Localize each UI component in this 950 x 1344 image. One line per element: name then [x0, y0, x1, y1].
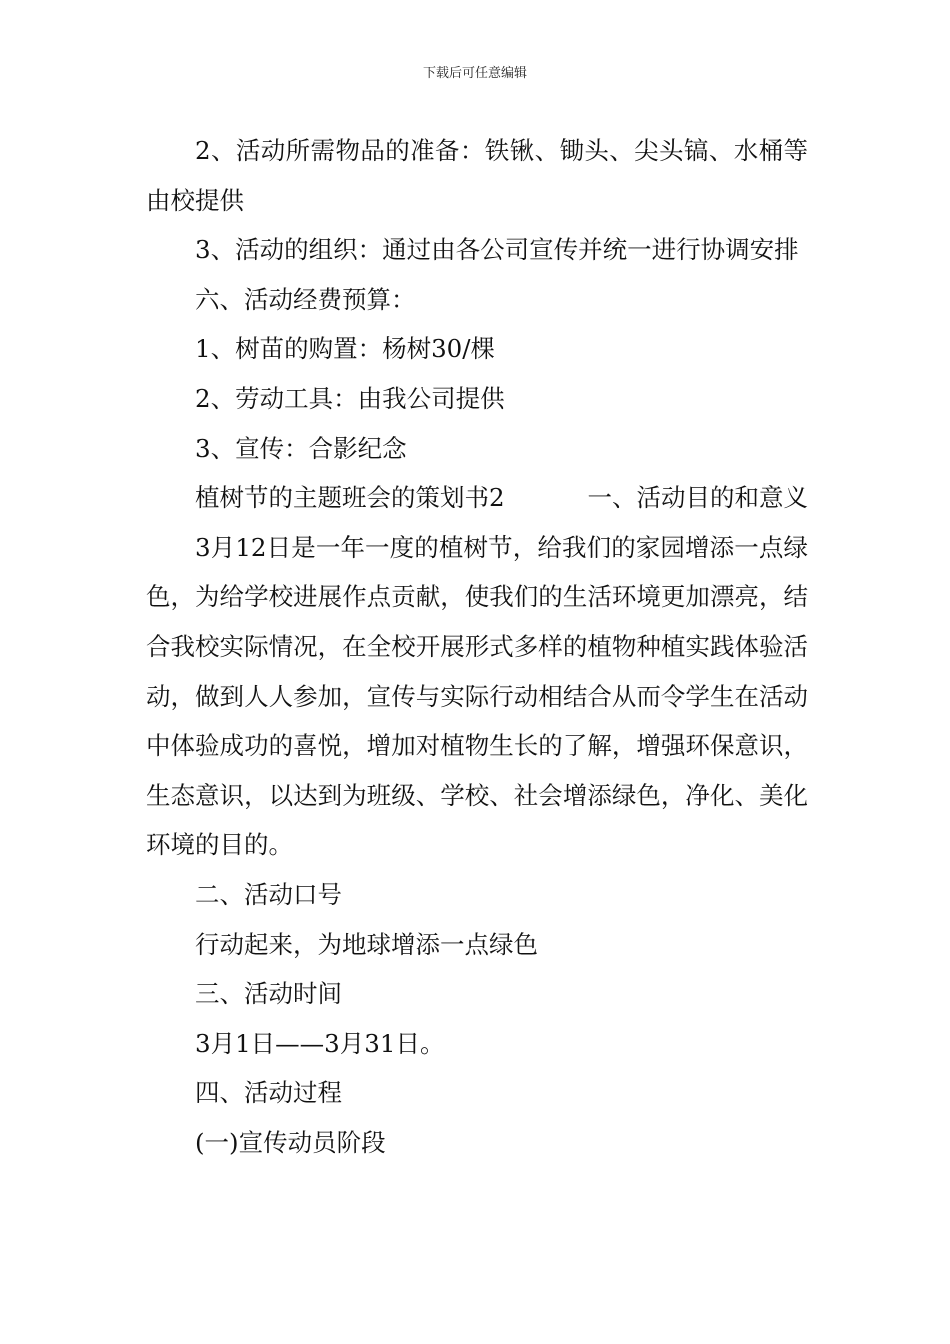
heading-stage-one: (一)宣传动员阶段: [195, 1127, 386, 1157]
document-body: [146, 126, 808, 1167]
page-header: 下载后可任意编辑: [422, 66, 527, 81]
section-title-line: [146, 473, 808, 523]
heading-budget: 六、活动经费预算：: [195, 284, 416, 314]
paragraph-seedlings: 1、树苗的购置：杨树30/棵: [195, 334, 496, 364]
paragraph-purpose: 3月12日是一年一度的植树节，给我们的家园增添一点绿色，为给学校进展作点贡献，使我们的生活环境更加漂亮，结合我校实际情况，在全校开展形式多样的植物种植实践体验活动，做到人人参加，宣传与实际行动相结合从而令学生在活动中体验成功的喜悦，增加对植物生长的了解，增强环保意识，生态意识，以达到为班级、学校、社会增添绿色，净化、美化环境的目的。: [146, 532, 808, 860]
document-title: 植树节的主题班会的策划书2: [195, 483, 505, 513]
paragraph-organization: 3、活动的组织：通过由各公司宣传并统一进行协调安排: [195, 235, 799, 265]
heading-time: 三、活动时间: [195, 979, 342, 1009]
heading-process: 四、活动过程: [195, 1078, 342, 1108]
paragraph-tools: 2、活动所需物品的准备：铁锹、锄头、尖头镐、水桶等由校提供: [146, 136, 808, 215]
paragraph-publicity: 3、宣传：合影纪念: [195, 433, 407, 463]
paragraph-labor-tools: 2、劳动工具：由我公司提供: [195, 383, 505, 413]
heading-purpose: 一、活动目的和意义: [587, 483, 808, 513]
heading-slogan: 二、活动口号: [195, 879, 342, 909]
paragraph-slogan: 行动起来，为地球增添一点绿色: [195, 929, 538, 959]
paragraph-time: 3月1日——3月31日。: [195, 1028, 445, 1058]
